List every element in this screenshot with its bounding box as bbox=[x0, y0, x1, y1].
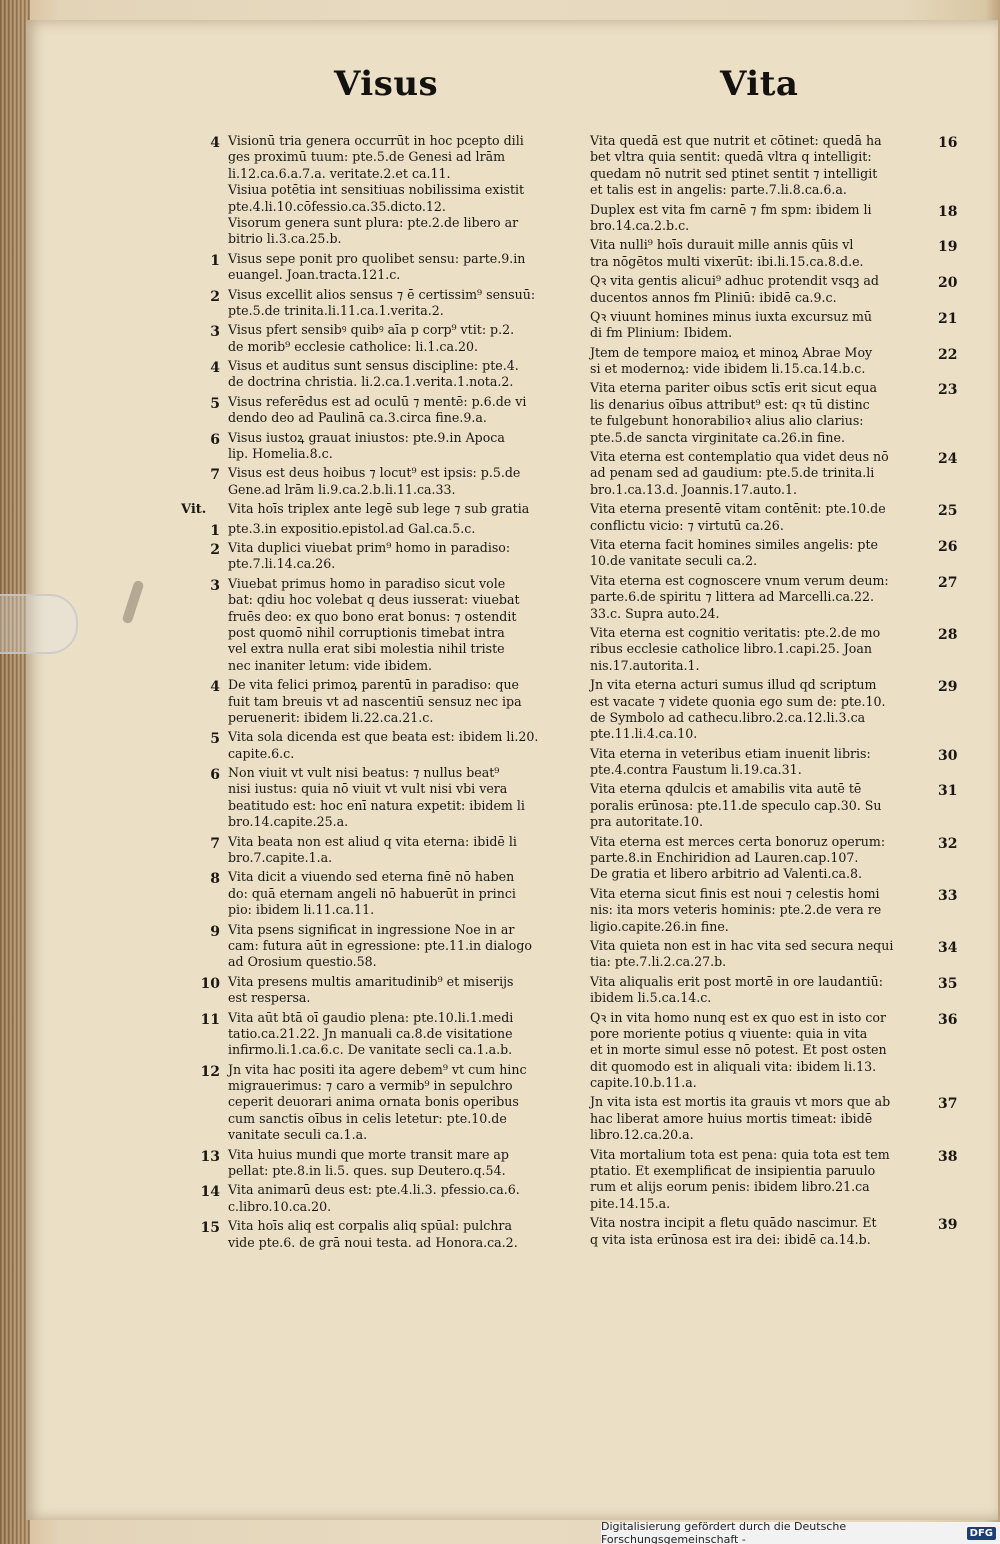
entry-line: parte.6.de spiritu ⁊ littera ad Marcelli.ca.22. bbox=[590, 589, 875, 605]
entry-line: de doctrina christia. li.2.ca.1.verita.1.nota.2. bbox=[228, 374, 514, 390]
entry-line: ptatio. Et exemplificat de insipientia paruulo bbox=[590, 1163, 876, 1179]
entry-line: Jtem de tempore maioꝝ et minoꝝ Abrae Moy bbox=[590, 344, 873, 360]
entry-line: euangel. Joan.tracta.121.c. bbox=[228, 267, 401, 283]
entry-number: 3 bbox=[210, 577, 220, 594]
entry-line: capite.10.b.11.a. bbox=[590, 1075, 697, 1091]
entry-line: lis denarius oībus attribut⁹ est: qꝛ tū distinc bbox=[590, 396, 870, 412]
index-entry bbox=[588, 501, 958, 534]
entry-line: cum sanctis oībus in celis letetur: pte.10.de bbox=[228, 1110, 507, 1126]
entry-line: tia: pte.7.li.2.ca.27.b. bbox=[590, 954, 727, 970]
index-entry bbox=[198, 1182, 582, 1215]
index-entry bbox=[588, 536, 958, 570]
entry-number: 7 bbox=[210, 835, 220, 852]
entry-number: 7 bbox=[210, 467, 220, 484]
entry-number: 31 bbox=[938, 783, 958, 800]
index-entry bbox=[198, 540, 582, 573]
entry-number: 11 bbox=[200, 1011, 220, 1028]
entry-line: ibidem li.5.ca.14.c. bbox=[590, 990, 712, 1006]
entry-number: 23 bbox=[938, 382, 958, 399]
index-entry bbox=[588, 201, 958, 235]
entry-line: libro.12.ca.20.a. bbox=[590, 1127, 694, 1143]
entry-line: nis.17.autorita.1. bbox=[590, 657, 700, 673]
index-entry bbox=[588, 344, 958, 378]
entry-number: 26 bbox=[938, 538, 958, 555]
index-entry bbox=[198, 394, 582, 427]
entry-line: Vita animarū deus est: pte.4.li.3. pfessio.ca.6. bbox=[228, 1182, 520, 1198]
entry-line: Visus referēdus est ad oculū ⁊ mentē: p.6.de vi bbox=[228, 393, 527, 409]
index-entry bbox=[198, 576, 582, 674]
entry-line: Visus iustoꝝ grauat iniustos: pte.9.in Apoca bbox=[228, 429, 505, 445]
entry-line: Visiua potētia int sensitiuas nobilissima existit bbox=[228, 182, 525, 198]
entry-number: 19 bbox=[938, 239, 958, 256]
entry-line: Visus est deus hoibus ⁊ locut⁹ est ipsis: p.5.de bbox=[228, 465, 521, 481]
entry-number: 1 bbox=[210, 522, 220, 539]
index-entry bbox=[198, 465, 582, 498]
entry-line: migrauerimus: ⁊ caro a vermib⁹ in sepulchro bbox=[228, 1078, 513, 1094]
entry-line: parte.8.in Enchiridion ad Lauren.cap.107. bbox=[590, 850, 859, 866]
entry-line: 33.c. Supra auto.24. bbox=[590, 605, 720, 621]
entry-line: beatitudo est: hoc enī natura expetit: ibidem li bbox=[228, 797, 525, 813]
index-entry bbox=[198, 974, 582, 1007]
entry-number: 5 bbox=[210, 395, 220, 412]
entry-line: ligio.capite.26.in fine. bbox=[590, 918, 729, 934]
entry-number: 38 bbox=[938, 1148, 958, 1165]
entry-number: 33 bbox=[938, 887, 958, 904]
index-entry bbox=[588, 449, 958, 498]
index-entry bbox=[588, 133, 958, 199]
entry-line: ad Orosium questio.58. bbox=[228, 954, 377, 970]
entry-number: 8 bbox=[210, 871, 220, 888]
entry-line: pite.14.15.a. bbox=[590, 1195, 671, 1211]
index-entry bbox=[198, 133, 582, 248]
entry-line: Vita beata non est aliud q vita eterna: ibidē li bbox=[228, 833, 517, 849]
entry-line: pte.5.de sancta virginitate ca.26.in fine. bbox=[590, 429, 845, 445]
entry-number: 27 bbox=[938, 574, 958, 591]
entry-line: cam: futura aūt in egressione: pte.11.in dialogo bbox=[228, 937, 532, 953]
entry-line: Vita eterna presentē vitam contēnit: pte.10.de bbox=[590, 501, 886, 517]
entry-line: c.libro.10.ca.20. bbox=[228, 1198, 332, 1214]
entry-line: De vita felici primoꝝ parentū in paradiso: que bbox=[228, 677, 520, 693]
index-entry bbox=[588, 380, 958, 446]
entry-number: 32 bbox=[938, 835, 958, 852]
entry-line: Vita nulli⁹ hoīs durauit mille annis qūis vl bbox=[590, 237, 854, 253]
entry-line: fruēs deo: ex quo bono erat bonus: ⁊ ostendit bbox=[228, 608, 517, 624]
entry-line: Vita eterna est merces certa bonoruz operum: bbox=[590, 833, 886, 849]
entry-number: 36 bbox=[938, 1011, 958, 1028]
entry-line: Vita hoīs aliq est corpalis aliq spūal: pulchra bbox=[228, 1218, 512, 1234]
index-entry bbox=[588, 1215, 958, 1248]
entry-number: 9 bbox=[210, 923, 220, 940]
entry-line: vide pte.6. de grā noui testa. ad Honora.ca.2. bbox=[228, 1234, 518, 1250]
entry-line: pellat: pte.8.in li.5. ques. sup Deutero.q.54. bbox=[228, 1163, 506, 1179]
entry-line: do: quā eternam angeli nō habuerūt in princi bbox=[228, 885, 516, 901]
index-entry bbox=[588, 1094, 958, 1143]
entry-line: est respersa. bbox=[228, 990, 311, 1006]
entry-line: Vita eterna pariter oibus sctīs erit sicut equa bbox=[590, 380, 877, 396]
entry-number: 30 bbox=[938, 747, 958, 764]
index-entry bbox=[588, 572, 958, 622]
entry-line: q vita ista erūnosa est ira dei: ibidē ca.14.b. bbox=[590, 1231, 871, 1247]
entry-number: 37 bbox=[938, 1096, 958, 1113]
entry-line: Vita eterna est cognitio veritatis: pte.2.de mo bbox=[590, 624, 881, 640]
entry-line: Vita eterna est contemplatio qua videt deus nō bbox=[590, 449, 889, 465]
entry-line: pte.4.contra Faustum li.19.ca.31. bbox=[590, 762, 802, 778]
index-entry bbox=[588, 781, 958, 830]
entry-line: pte.11.li.4.ca.10. bbox=[590, 726, 698, 742]
index-entry bbox=[198, 251, 582, 284]
entry-number: 34 bbox=[938, 939, 958, 956]
entry-line: bet vltra quia sentit: quedā vltra q intelligit: bbox=[590, 149, 872, 165]
entry-line: nis: ita mors veteris hominis: pte.2.de vera re bbox=[590, 902, 882, 918]
entry-line: Jn vita ista est mortis ita grauis vt mors que ab bbox=[590, 1094, 891, 1110]
entry-line: bat: qdiu hoc volebat q deus iusserat: viuebat bbox=[228, 592, 520, 608]
entry-line: Vita nostra incipit a fletu quādo nascimur. Et bbox=[590, 1215, 877, 1231]
index-entry bbox=[588, 237, 958, 270]
entry-number: 13 bbox=[200, 1148, 220, 1165]
entry-line: Visus pfert sensibꝰ quibꝰ aīa p corp⁹ vtit: p.2. bbox=[228, 322, 515, 338]
entry-line: ducentos annos fm Pliniū: ibidē ca.9.c. bbox=[590, 289, 837, 305]
entry-line: Vita aliqualis erit post mortē in ore laudantiū: bbox=[590, 973, 884, 989]
entry-line: nisi iustus: quia nō viuit vt vult nisi vbi vera bbox=[228, 781, 508, 797]
entry-line: tatio.ca.21.22. Jn manuali ca.8.de visitatione bbox=[228, 1025, 513, 1041]
index-entry bbox=[588, 677, 958, 743]
entry-number: 2 bbox=[210, 288, 220, 305]
credit-text: Digitalisierung gefördert durch die Deutsche Forschungsgemeinschaft - bbox=[601, 1520, 847, 1544]
entry-line: pte.7.li.14.ca.26. bbox=[228, 556, 336, 572]
entry-line: Jn vita eterna acturi sumus illud qd scriptum bbox=[590, 677, 877, 693]
entry-number: 29 bbox=[938, 679, 958, 696]
entry-line: 10.de vanitate seculi ca.2. bbox=[590, 553, 758, 569]
index-entry bbox=[588, 745, 958, 779]
entry-number: 39 bbox=[938, 1217, 958, 1234]
entry-line: Qꝛ in vita homo nunq est ex quo est in isto cor bbox=[590, 1009, 886, 1025]
index-entry bbox=[588, 1009, 958, 1092]
entry-line: Vita quieta non est in hac vita sed secura nequi bbox=[590, 937, 894, 953]
entry-line: Qꝛ vita gentis alicui⁹ adhuc protendit vsqꝫ ad bbox=[590, 273, 879, 289]
entry-number: 20 bbox=[938, 275, 958, 292]
entry-line: poralis erūnosa: pte.11.de speculo cap.30. Su bbox=[590, 797, 882, 813]
index-entry bbox=[588, 937, 958, 971]
entry-line: pore moriente potius q viuente: quia in vita bbox=[590, 1025, 868, 1041]
entry-line: Vita eterna facit homines similes angelis: pte bbox=[590, 536, 878, 552]
entry-line: post quomō nihil corruptionis timebat intra bbox=[228, 624, 505, 640]
entry-line: li.12.ca.6.a.7.a. veritate.2.et ca.11. bbox=[228, 165, 451, 181]
entry-line: Vita eterna sicut finis est noui ⁊ celestis homi bbox=[590, 885, 880, 901]
entry-line: peruenerit: ibidem li.22.ca.21.c. bbox=[228, 709, 434, 725]
entry-number: 25 bbox=[938, 503, 958, 520]
dfg-logo: DFG bbox=[967, 1527, 996, 1540]
entry-line: est vacate ⁊ videte quonia ego sum de: pte.10. bbox=[590, 693, 886, 709]
index-entry bbox=[198, 358, 582, 391]
index-entry bbox=[198, 1218, 582, 1251]
entry-line: Duplex est vita fm carnē ⁊ fm spm: ibidem li bbox=[590, 201, 872, 217]
entry-line: Vita duplici viuebat prim⁹ homo in paradiso: bbox=[228, 539, 511, 555]
header-right: Vita bbox=[720, 64, 799, 104]
entry-line: tra nōgētos multi vixerūt: ibi.li.15.ca.8.d.e. bbox=[590, 253, 864, 269]
index-entry bbox=[588, 833, 958, 883]
entry-line: Visorum genera sunt plura: pte.2.de libero ar bbox=[228, 214, 519, 230]
entry-line: de Symbolo ad cathecu.libro.2.ca.12.li.3.ca bbox=[590, 709, 866, 725]
entry-line: Jn vita hac positi ita agere debem⁹ vt cum hinc bbox=[228, 1061, 527, 1077]
index-entry bbox=[198, 677, 582, 726]
digitization-credit bbox=[601, 1522, 1000, 1544]
entry-number: 4 bbox=[210, 679, 220, 696]
index-entry bbox=[198, 430, 582, 463]
entry-line: Visus sepe ponit pro quolibet sensu: parte.9.in bbox=[228, 250, 526, 266]
entry-line: Gene.ad lrām li.9.ca.2.b.li.11.ca.33. bbox=[228, 481, 456, 497]
entry-number: 16 bbox=[938, 135, 958, 151]
entry-number: 6 bbox=[210, 767, 220, 784]
entry-number: 22 bbox=[938, 346, 958, 363]
entry-line: Vita aūt btā oī gaudio plena: pte.10.li.1.medi bbox=[228, 1009, 514, 1025]
entry-number: 12 bbox=[200, 1063, 220, 1080]
index-entry bbox=[198, 322, 582, 355]
index-entry bbox=[198, 1147, 582, 1180]
entry-line: et in morte simul esse nō potest. Et post osten bbox=[590, 1042, 887, 1058]
entry-line: ceperit deuorari anima ornata bonis operibus bbox=[228, 1094, 519, 1110]
index-entry bbox=[588, 273, 958, 306]
entry-line: quedam nō nutrit sed ptinet sentit ⁊ intelligit bbox=[590, 165, 878, 181]
entry-line: bro.14.ca.2.b.c. bbox=[590, 217, 690, 233]
entry-number: 6 bbox=[210, 431, 220, 448]
index-entry bbox=[198, 869, 582, 918]
entry-line: et talis est in angelis: parte.7.li.8.ca.6.a. bbox=[590, 182, 847, 198]
entry-line: ad penam sed ad gaudium: pte.5.de trinita.li bbox=[590, 465, 875, 481]
entry-line: vel extra nulla erat sibi molestia nihil triste bbox=[228, 641, 505, 657]
entry-number: 18 bbox=[938, 203, 958, 220]
index-entry bbox=[198, 1062, 582, 1144]
entry-number: 21 bbox=[938, 310, 958, 327]
left-column bbox=[181, 133, 582, 1254]
entry-line: lip. Homelia.8.c. bbox=[228, 446, 333, 462]
entry-number: 2 bbox=[210, 541, 220, 558]
entry-line: Viuebat primus homo in paradiso sicut vole bbox=[228, 575, 506, 591]
entry-line: Qꝛ viuunt homines minus iuxta excursuz mū bbox=[590, 308, 873, 324]
entry-line: De gratia et libero arbitrio ad Valenti.ca.8. bbox=[590, 866, 863, 882]
entry-number: 14 bbox=[200, 1184, 220, 1201]
entry-line: pte.5.de trinita.li.11.ca.1.verita.2. bbox=[228, 302, 444, 318]
index-entry bbox=[198, 521, 582, 537]
entry-line: vanitate seculi ca.1.a. bbox=[228, 1127, 368, 1143]
entry-number: 10 bbox=[200, 975, 220, 992]
index-entry bbox=[588, 973, 958, 1007]
entry-line: capite.6.c. bbox=[228, 745, 295, 761]
entry-number: 4 bbox=[210, 360, 220, 377]
entry-line: bro.14.capite.25.a. bbox=[228, 814, 349, 830]
entry-line: infirmo.li.1.ca.6.c. De vanitate secli ca.1.a.b. bbox=[228, 1042, 513, 1058]
entry-line: pte.4.li.10.cōfessio.ca.35.dicto.12. bbox=[228, 198, 446, 214]
entry-line: te fulgebunt honorabilioꝛ alius alio clarius: bbox=[590, 413, 864, 429]
entry-number: 5 bbox=[210, 731, 220, 748]
index-entry bbox=[198, 287, 582, 320]
entry-line: Visionū tria genera occurrūt in hoc pcepto dili bbox=[228, 133, 524, 148]
entry-line: bro.1.ca.13.d. Joannis.17.auto.1. bbox=[590, 481, 798, 497]
entry-number: 28 bbox=[938, 626, 958, 643]
entry-line: Non viuit vt vult nisi beatus: ⁊ nullus beat⁹ bbox=[228, 765, 500, 781]
entry-line: Vita huius mundi que morte transit mare ap bbox=[228, 1146, 509, 1162]
entry-line: dendo deo ad Paulinā ca.3.circa fine.9.a. bbox=[228, 410, 487, 426]
entry-number: 24 bbox=[938, 451, 958, 468]
paper-clip bbox=[0, 594, 78, 654]
entry-line: Vita eterna est cognoscere vnum verum deum: bbox=[590, 572, 889, 588]
entry-line: Vita sola dicenda est que beata est: ibidem li.20. bbox=[228, 729, 539, 745]
entry-line: Vita eterna qdulcis et amabilis vita autē tē bbox=[590, 781, 862, 797]
entry-number: 1 bbox=[210, 252, 220, 269]
section-marker: Vit. bbox=[181, 502, 207, 518]
entry-line: pte.3.in expositio.epistol.ad Gal.ca.5.c. bbox=[228, 520, 476, 536]
entry-line: pra autoritate.10. bbox=[590, 814, 704, 830]
entry-line: Vita psens significat in ingressione Noe in ar bbox=[228, 921, 515, 937]
index-entry bbox=[181, 501, 582, 518]
index-entry bbox=[588, 885, 958, 935]
entry-line: di fm Plinium: Ibidem. bbox=[590, 325, 733, 341]
entry-line: hac liberat amore huius mortis timeat: ibidē bbox=[590, 1110, 873, 1126]
entry-line: si et modernoꝝ: vide ibidem li.15.ca.14.b.c. bbox=[590, 361, 866, 377]
entry-line: nec inaniter letum: vide ibidem. bbox=[228, 657, 433, 673]
entry-line: dit quomodo est in aliquali vita: ibidem li.13. bbox=[590, 1058, 877, 1074]
entry-number: 35 bbox=[938, 975, 958, 992]
index-entry bbox=[198, 922, 582, 971]
entry-line: Vita dicit a viuendo sed eterna finē nō haben bbox=[228, 869, 515, 885]
entry-line: Visus excellit alios sensus ⁊ ē certissim⁹ sensuū: bbox=[228, 286, 536, 302]
right-column bbox=[588, 133, 958, 1251]
index-entry bbox=[198, 765, 582, 831]
entry-line: pio: ibidem li.11.ca.11. bbox=[228, 902, 375, 918]
header-left: Visus bbox=[334, 64, 439, 104]
entry-number: 15 bbox=[200, 1220, 220, 1237]
entry-line: Visus et auditus sunt sensus discipline: pte.4. bbox=[228, 358, 519, 374]
entry-line: Vita quedā est que nutrit et cōtinet: quedā ha bbox=[590, 133, 882, 148]
entry-number: 3 bbox=[210, 324, 220, 341]
index-entry bbox=[198, 729, 582, 762]
entry-line: conflictu vicio: ⁊ virtutū ca.26. bbox=[590, 517, 784, 533]
index-entry bbox=[198, 1010, 582, 1059]
entry-line: Vita hoīs triplex ante legē sub lege ⁊ sub gratia bbox=[228, 501, 530, 517]
index-entry bbox=[588, 1146, 958, 1213]
entry-number: 4 bbox=[210, 135, 220, 151]
index-entry bbox=[588, 624, 958, 674]
entry-line: ges proximū tuum: pte.5.de Genesi ad lrām bbox=[228, 149, 506, 165]
entry-line: fuit tam breuis vt ad nascentiū sensuz nec ipa bbox=[228, 693, 522, 709]
entry-line: bro.7.capite.1.a. bbox=[228, 850, 333, 866]
index-entry bbox=[588, 308, 958, 342]
entry-line: Vita presens multis amaritudinib⁹ et miserijs bbox=[228, 973, 514, 989]
entry-line: bitrio li.3.ca.25.b. bbox=[228, 231, 342, 247]
entry-line: Vita mortalium tota est pena: quia tota est tem bbox=[590, 1146, 890, 1162]
entry-line: de morib⁹ ecclesie catholice: li.1.ca.20. bbox=[228, 338, 478, 354]
entry-line: rum et alijs eorum penis: ibidem libro.21.ca bbox=[590, 1179, 870, 1195]
index-entry bbox=[198, 834, 582, 867]
entry-line: Vita eterna in veteribus etiam inuenit libris: bbox=[590, 745, 871, 761]
entry-line: ribus ecclesie catholice libro.1.capi.25. Joan bbox=[590, 641, 873, 657]
